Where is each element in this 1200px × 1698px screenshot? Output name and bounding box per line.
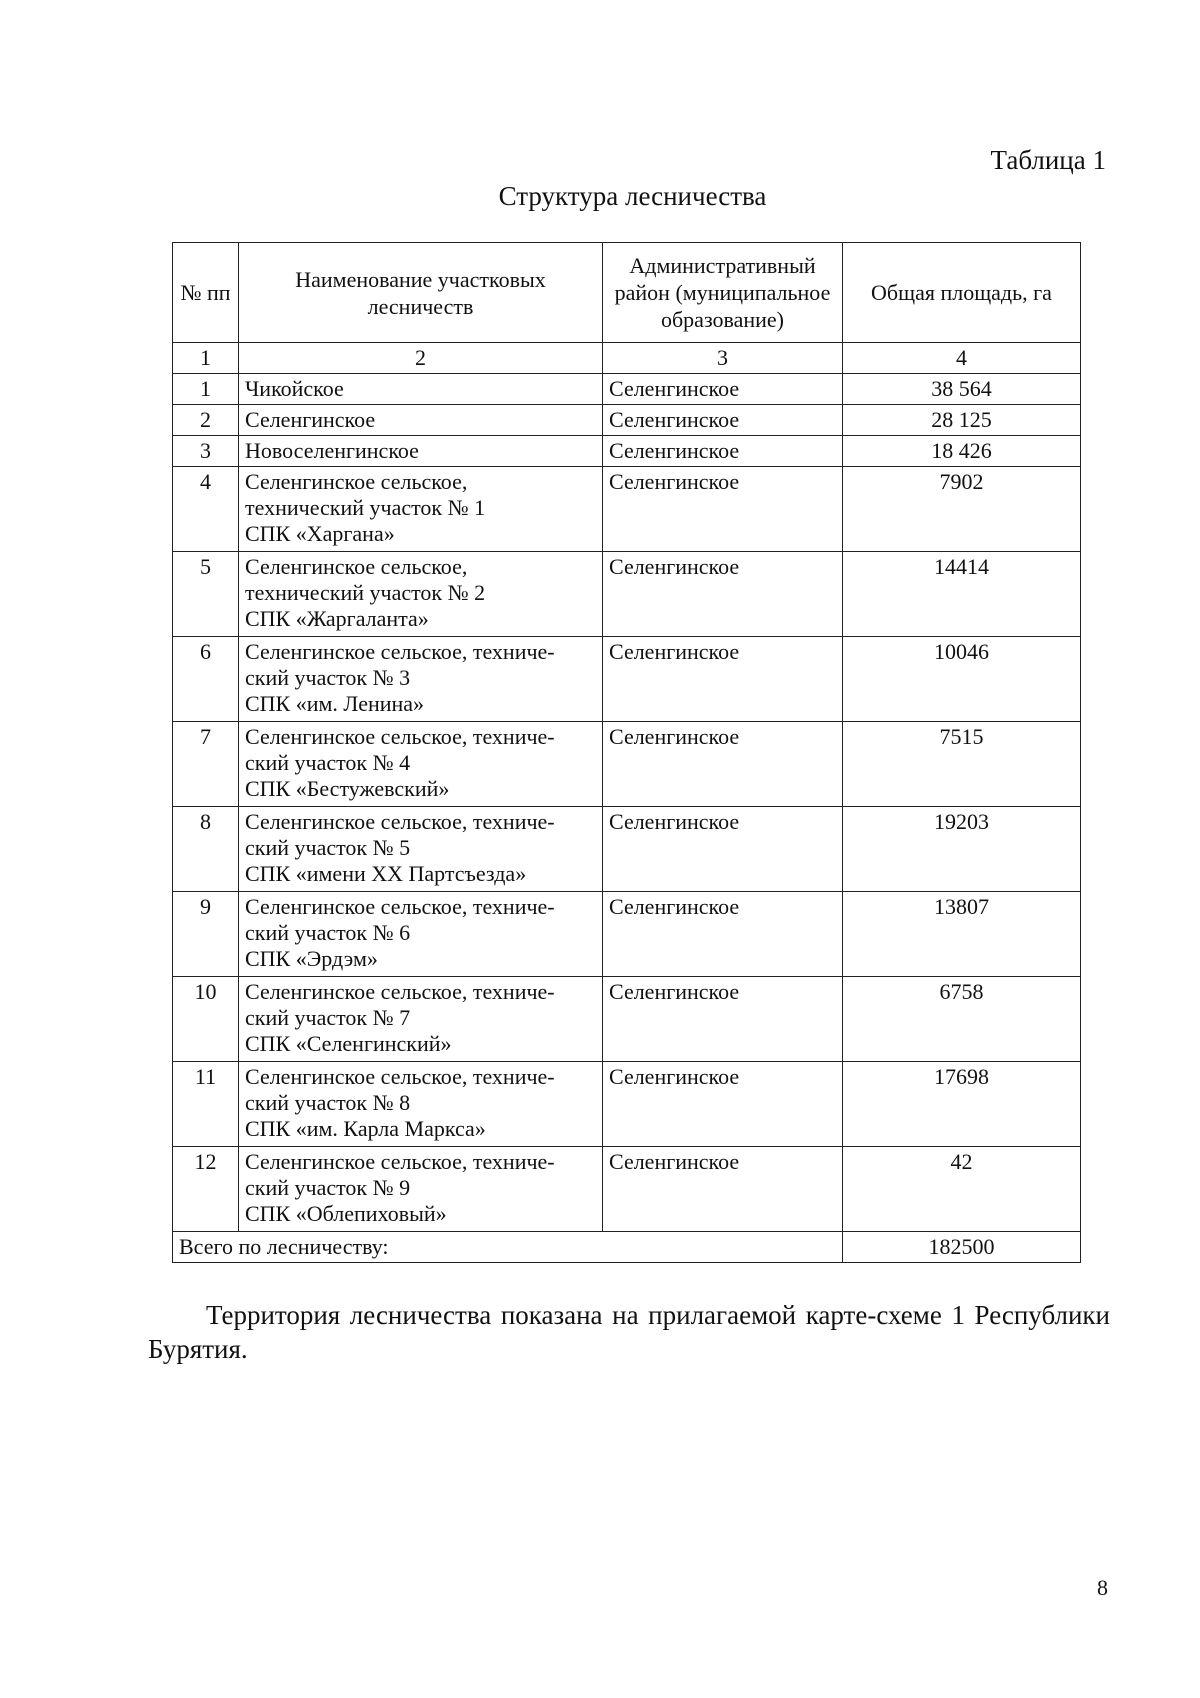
district-name: Селенгинское [603, 405, 843, 436]
forestry-name-line: ский участок № 6 [245, 920, 411, 945]
column-header-area: Общая площадь, га [843, 243, 1081, 343]
district-name: Селенгинское [603, 436, 843, 467]
table-label: Таблица 1 [990, 145, 1106, 175]
forestry-name [239, 467, 603, 552]
forestry-name-line: СПК «Бестужевский» [245, 776, 450, 801]
column-header-number: № пп [173, 243, 239, 343]
total-label: Всего по лесничеству: [173, 1232, 843, 1263]
area-value: 7902 [843, 467, 1081, 552]
forestry-name-line: ский участок № 3 [245, 665, 411, 690]
district-name: Селенгинское [603, 1062, 843, 1147]
forestry-name [239, 722, 603, 807]
column-number-row [173, 343, 1081, 374]
row-number: 9 [173, 892, 239, 977]
forestry-name-line: ский участок № 8 [245, 1090, 411, 1115]
column-number: 3 [603, 343, 843, 374]
forestry-name-line: Селенгинское сельское, техниче- [245, 1064, 555, 1089]
district-name: Селенгинское [603, 552, 843, 637]
table-row [173, 374, 1081, 405]
territory-note: Территория лесничества показана на прилагаемой карте-схеме 1 Республики Бурятия. [148, 1300, 1110, 1364]
page-number: 8 [1097, 1575, 1108, 1600]
column-header-name: Наименование участковых лесничеств [239, 243, 603, 343]
forestry-name-line: Селенгинское сельское, техниче- [245, 809, 555, 834]
district-name: Селенгинское [603, 637, 843, 722]
forestry-name [239, 405, 603, 436]
area-value: 6758 [843, 977, 1081, 1062]
area-value: 13807 [843, 892, 1081, 977]
page-title: Структура лесничества [498, 181, 767, 211]
row-number: 6 [173, 637, 239, 722]
forestry-name [239, 374, 603, 405]
forestry-name [239, 1062, 603, 1147]
column-number: 2 [239, 343, 603, 374]
district-name: Селенгинское [603, 374, 843, 405]
table-row [173, 436, 1081, 467]
table-row [173, 1147, 1081, 1232]
row-number: 4 [173, 467, 239, 552]
total-area: 182500 [843, 1232, 1081, 1263]
forestry-name [239, 892, 603, 977]
area-value: 19203 [843, 807, 1081, 892]
forestry-name-line: Селенгинское сельское, техниче- [245, 894, 555, 919]
forestry-name-line: ский участок № 4 [245, 750, 411, 775]
forestry-name-line: Селенгинское сельское, техниче- [245, 979, 555, 1004]
table-row [173, 1062, 1081, 1147]
forestry-name-line: технический участок № 2 [245, 580, 486, 605]
table-row [173, 977, 1081, 1062]
district-name: Селенгинское [603, 977, 843, 1062]
forestry-name-line: Селенгинское сельское, техниче- [245, 724, 555, 749]
column-number: 1 [173, 343, 239, 374]
row-number: 3 [173, 436, 239, 467]
forestry-name-line: ский участок № 9 [245, 1175, 411, 1200]
forestry-name-line: СПК «им. Ленина» [245, 691, 425, 716]
table-row [173, 405, 1081, 436]
column-header-district: Административный район (муниципальное образование) [603, 243, 843, 343]
total-row [173, 1232, 1081, 1263]
forestry-name-line: Селенгинское сельское, [245, 554, 468, 579]
forestry-name-line: ский участок № 5 [245, 835, 411, 860]
area-value: 17698 [843, 1062, 1081, 1147]
forestry-name-line: Чикойское [245, 376, 344, 401]
table-row [173, 807, 1081, 892]
row-number: 12 [173, 1147, 239, 1232]
forestry-name [239, 977, 603, 1062]
row-number: 7 [173, 722, 239, 807]
district-name: Селенгинское [603, 807, 843, 892]
forestry-name-line: СПК «Жаргаланта» [245, 606, 429, 631]
forestry-name-line: СПК «Эрдэм» [245, 946, 378, 971]
area-value: 14414 [843, 552, 1081, 637]
forestry-structure-table [172, 242, 1081, 1263]
forestry-name-line: СПК «им. Карла Маркса» [245, 1116, 486, 1141]
area-value: 28 125 [843, 405, 1081, 436]
forestry-name [239, 552, 603, 637]
forestry-name-line: Селенгинское сельское, [245, 469, 468, 494]
forestry-name-line: СПК «Облепиховый» [245, 1201, 447, 1226]
row-number: 8 [173, 807, 239, 892]
row-number: 11 [173, 1062, 239, 1147]
forestry-name-line: Селенгинское сельское, техниче- [245, 639, 555, 664]
forestry-name-line: технический участок № 1 [245, 495, 486, 520]
district-name: Селенгинское [603, 892, 843, 977]
area-value: 42 [843, 1147, 1081, 1232]
area-value: 10046 [843, 637, 1081, 722]
area-value: 7515 [843, 722, 1081, 807]
forestry-name [239, 1147, 603, 1232]
forestry-name [239, 807, 603, 892]
forestry-name-line: СПК «Селенгинский» [245, 1031, 452, 1056]
row-number: 5 [173, 552, 239, 637]
table-row [173, 467, 1081, 552]
area-value: 18 426 [843, 436, 1081, 467]
forestry-name-line: СПК «имени XX Партсъезда» [245, 861, 527, 886]
table-row [173, 637, 1081, 722]
forestry-name-line: ский участок № 7 [245, 1005, 411, 1030]
district-name: Селенгинское [603, 467, 843, 552]
table-body [173, 374, 1081, 1232]
area-value: 38 564 [843, 374, 1081, 405]
forestry-name-line: СПК «Харгана» [245, 521, 395, 546]
table-header-row [173, 243, 1081, 343]
row-number: 2 [173, 405, 239, 436]
district-name: Селенгинское [603, 1147, 843, 1232]
forestry-name-line: Новоселенгинское [245, 438, 419, 463]
table-row [173, 892, 1081, 977]
forestry-name [239, 436, 603, 467]
row-number: 10 [173, 977, 239, 1062]
forestry-name [239, 637, 603, 722]
forestry-name-line: Селенгинское [245, 407, 376, 432]
row-number: 1 [173, 374, 239, 405]
table-row [173, 552, 1081, 637]
forestry-name-line: Селенгинское сельское, техниче- [245, 1149, 555, 1174]
district-name: Селенгинское [603, 722, 843, 807]
table-row [173, 722, 1081, 807]
column-number: 4 [843, 343, 1081, 374]
